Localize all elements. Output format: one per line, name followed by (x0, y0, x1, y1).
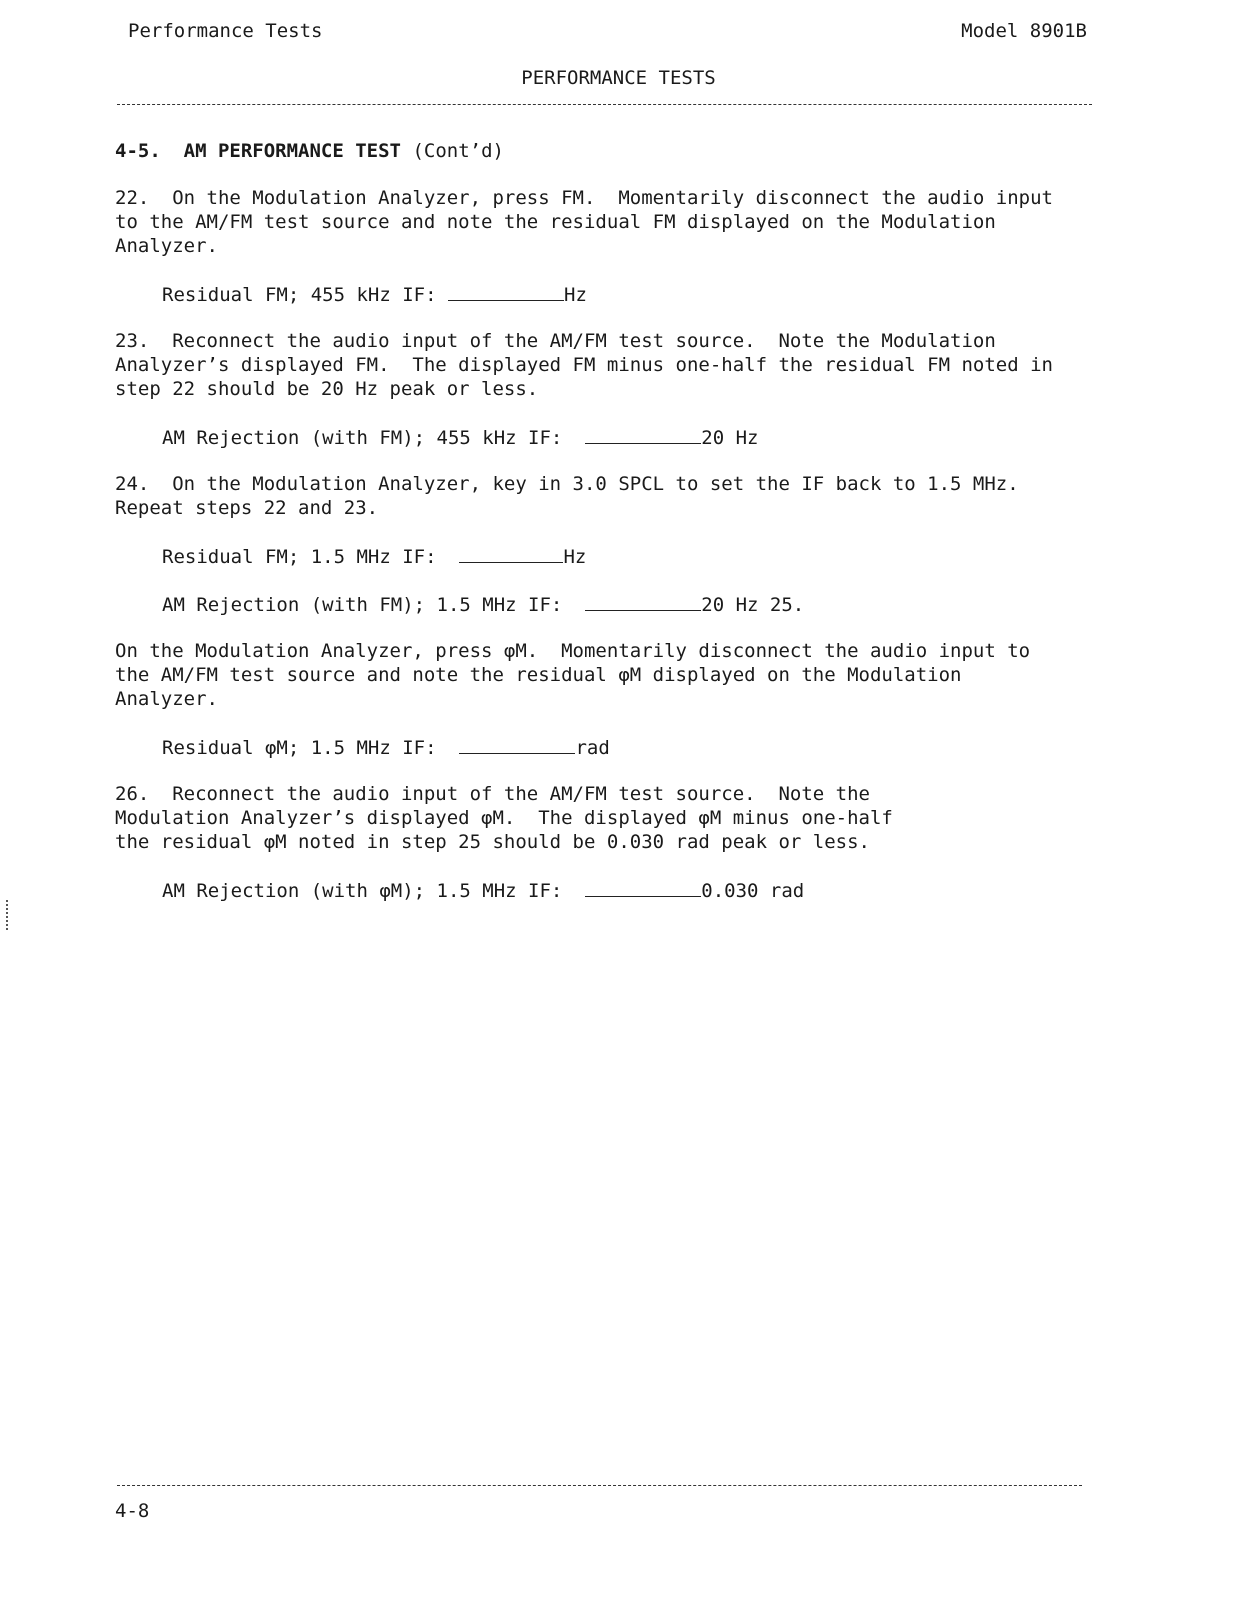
entry-label: Residual FM; 1.5 MHz IF: (162, 546, 437, 568)
section-number: 4-5. (115, 140, 161, 162)
entry-label: AM Rejection (with φM); 1.5 MHz IF: (162, 880, 563, 902)
step-25-line: On the Modulation Analyzer, press φM. Momentarily disconnect the audio input to (115, 640, 1031, 662)
step-24-line: Repeat steps 22 and 23. (115, 497, 379, 519)
step-26-line: the residual φM noted in step 25 should be 0.030 rad peak or less. (115, 831, 870, 853)
section-title-suffix: (Cont’d) (412, 140, 504, 162)
am-rejection-455-entry (162, 425, 758, 449)
entry-unit: 20 Hz (701, 427, 759, 449)
section-title (115, 140, 504, 162)
entry-blank[interactable] (585, 878, 701, 897)
entry-blank[interactable] (448, 282, 564, 301)
entry-blank[interactable] (585, 592, 701, 611)
entry-label: Residual φM; 1.5 MHz IF: (162, 737, 437, 759)
entry-blank[interactable] (459, 544, 563, 563)
margin-scan-mark (6, 900, 10, 930)
entry-unit: Hz (564, 284, 587, 306)
step-23-paragraph (115, 329, 1105, 401)
step-23-line: 23. Reconnect the audio input of the AM/FM test source. Note the Modulation (115, 330, 996, 352)
entry-unit: 0.030 rad (701, 880, 805, 902)
step-26-line: Modulation Analyzer’s displayed φM. The displayed φM minus one-half (115, 807, 893, 829)
residual-fm-455-entry (162, 282, 587, 306)
entry-unit: rad (575, 737, 610, 759)
entry-unit: Hz (563, 546, 587, 568)
step-23-line: step 22 should be 20 Hz peak or less. (115, 378, 539, 400)
entry-label: AM Rejection (with FM); 455 kHz IF: (162, 427, 563, 449)
step-26-paragraph (115, 782, 1105, 854)
page-number: 4-8 (115, 1500, 150, 1522)
entry-unit: 20 Hz 25. (701, 594, 805, 616)
section-title-text: AM PERFORMANCE TEST (183, 140, 401, 162)
step-23-line: Analyzer’s displayed FM. The displayed FM minus one-half the residual FM noted in (115, 354, 1053, 376)
step-24-line: 24. On the Modulation Analyzer, key in 3.0 SPCL to set the IF back to 1.5 MHz. (115, 473, 1019, 495)
residual-fm-1.5-entry (162, 544, 586, 568)
step-22-line: 22. On the Modulation Analyzer, press FM. Momentarily disconnect the audio input (115, 187, 1053, 209)
running-header-left: Performance Tests (128, 20, 323, 42)
step-22-line: Analyzer. (115, 235, 218, 257)
section-header: PERFORMANCE TESTS (521, 67, 716, 89)
step-24-paragraph (115, 472, 1105, 520)
am-rejection-1.5-entry (162, 592, 804, 616)
am-rejection-phim-1.5-entry (162, 878, 804, 902)
entry-blank[interactable] (459, 735, 575, 754)
step-22-paragraph (115, 186, 1105, 258)
header-divider (117, 104, 1092, 105)
step-22-line: to the AM/FM test source and note the residual FM displayed on the Modulation (115, 211, 996, 233)
footer-divider (117, 1485, 1082, 1486)
entry-label: Residual FM; 455 kHz IF: (162, 284, 437, 306)
step-25-paragraph (115, 639, 1105, 711)
entry-blank[interactable] (585, 425, 701, 444)
residual-phim-1.5-entry (162, 735, 610, 759)
running-header-right: Model 8901B (961, 20, 1087, 42)
step-25-line: the AM/FM test source and note the residual φM displayed on the Modulation (115, 664, 962, 686)
step-25-line: Analyzer. (115, 688, 218, 710)
step-26-line: 26. Reconnect the audio input of the AM/FM test source. Note the (115, 783, 870, 805)
entry-label: AM Rejection (with FM); 1.5 MHz IF: (162, 594, 563, 616)
